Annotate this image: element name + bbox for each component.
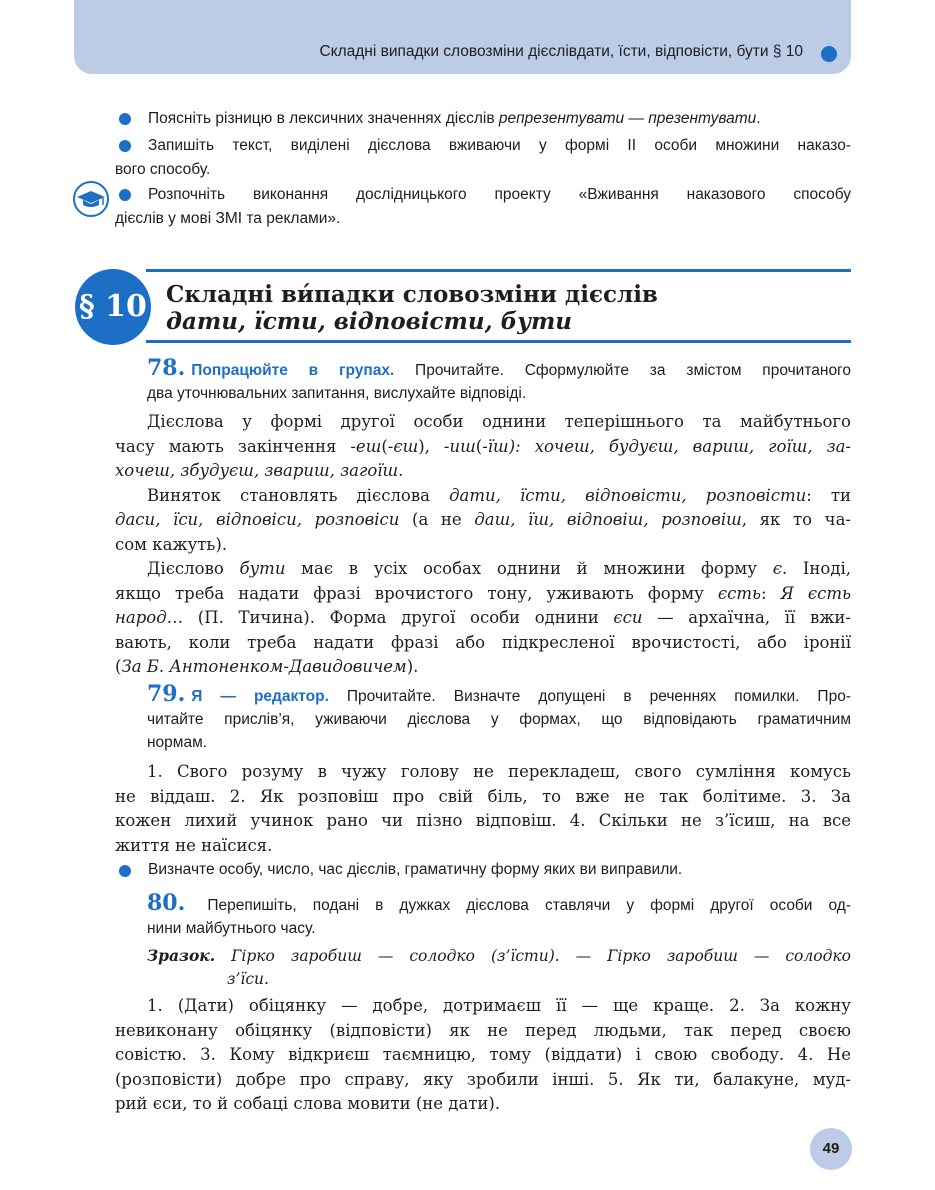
task-bullet-1: Поясніть різницю в лексичних значеннях дієслів репрезентувати — презентувати. — [148, 110, 761, 127]
header-band — [74, 0, 851, 74]
bullet-dot-icon — [821, 46, 837, 62]
section-rule-bottom — [146, 340, 851, 343]
task-bullet-3: Розпочніть виконання дослідницького проекту «Вживання наказового способу дієслів у мові ЗМІ та реклами». — [115, 186, 851, 227]
running-header: Складні випадки словозміни дієслівдати, їсти, відповісти, бути § 10 — [319, 43, 803, 60]
page-number: 49 — [810, 1128, 852, 1170]
exercise-80-text: 1. (Дати) обіцянку — добре, дотримаєш її — ще краще. 2. За кожну невиконану обіцянку (відповісти) як не перед людьми, так перед своєю совістю. 3. Кому відкриєш таємницю, тому (віддати) і свою свободу. 4. Не (розповісти) добре про справу, яку зробили інші. 5. Як ти, балакуне, муд- рий єси, то й собаці слова мовити (не дати). — [115, 996, 851, 1113]
exercise-80-sample: Зразок. Гірко заробиш — солодко (з’їсти). — Гірко заробиш — солодко з’їси. — [147, 946, 851, 988]
section-subtitle: дати, їсти, відповісти, бути — [166, 308, 573, 335]
section-title: Складні ви́падки словозміни дієслів — [166, 281, 658, 308]
exercise-79-text: 1. Свого розуму в чужу голову не перекладеш, свого сумління комусь не віддаш. 2. Як розповіш про свій біль, то вже не так болітиме. 3. За кожен лихий учинок рано чи пізно відповіш. 4. Скільки не з’їсиш, на все життя не наїсися. — [115, 762, 851, 855]
exercise-78-text: Дієслова у формі другої особи однини теперішнього та майбутнього часу мають закінчення -еш(-єш), -иш(-їш): хочеш, будуєш, вариш, гоїш, за- хочеш, збудуєш, звариш, загоїш. Виняток становлять дієслова дати, їсти, відповісти, розповісти: ти даси, їси, відповіси, розповіси (а не даш, їш, відповіш, розповіш, як то ча- сом кажуть). Дієслово бути має в усіх особах однини й множини форму є. Іноді, якщо треба надати фразі врочистого тону, уживають форму єсть: Я єсть народ… (П. Тичина). Форма другої особи однини єси — архаїчна, її вжи- вають, коли треба надати фразі або підкресленої врочистості, або іронії (За Б. Антоненком-Давидовичем). — [115, 412, 852, 676]
task-bullet-2: Запишіть текст, виділені дієслова вживаючи у формі ІІ особи множини наказо- вого способу. — [115, 137, 851, 178]
bullet-dot-icon — [119, 113, 131, 125]
section-rule-top — [146, 269, 851, 272]
exercise-80-task: 80. Перепишіть, подані в дужках дієслова ставлячи у формі другої особи од- нини майбутнього часу. — [147, 890, 851, 937]
exercise-79-bullet: Визначте особу, число, час дієслів, граматичну форму яких ви виправили. — [148, 861, 683, 878]
exercise-79-task: 79. Я — редактор. Прочитайте. Визначте допущені в реченнях помилки. Про- читайте прислів’я, уживаючи дієслова у формах, що відповідають граматичним нормам. — [147, 681, 851, 751]
exercise-number: 78. — [147, 355, 186, 381]
graduation-cap-icon — [73, 181, 109, 217]
exercise-number: 80. — [147, 890, 186, 916]
exercise-number: 79. — [147, 681, 186, 707]
section-badge: § 10 — [75, 269, 151, 345]
bullet-dot-icon — [119, 865, 131, 877]
exercise-78-task: 78. Попрацюйте в групах. Прочитайте. Сформулюйте за змістом прочитаного два уточнювальних запитання, вислухайте відповіді. — [147, 355, 851, 402]
